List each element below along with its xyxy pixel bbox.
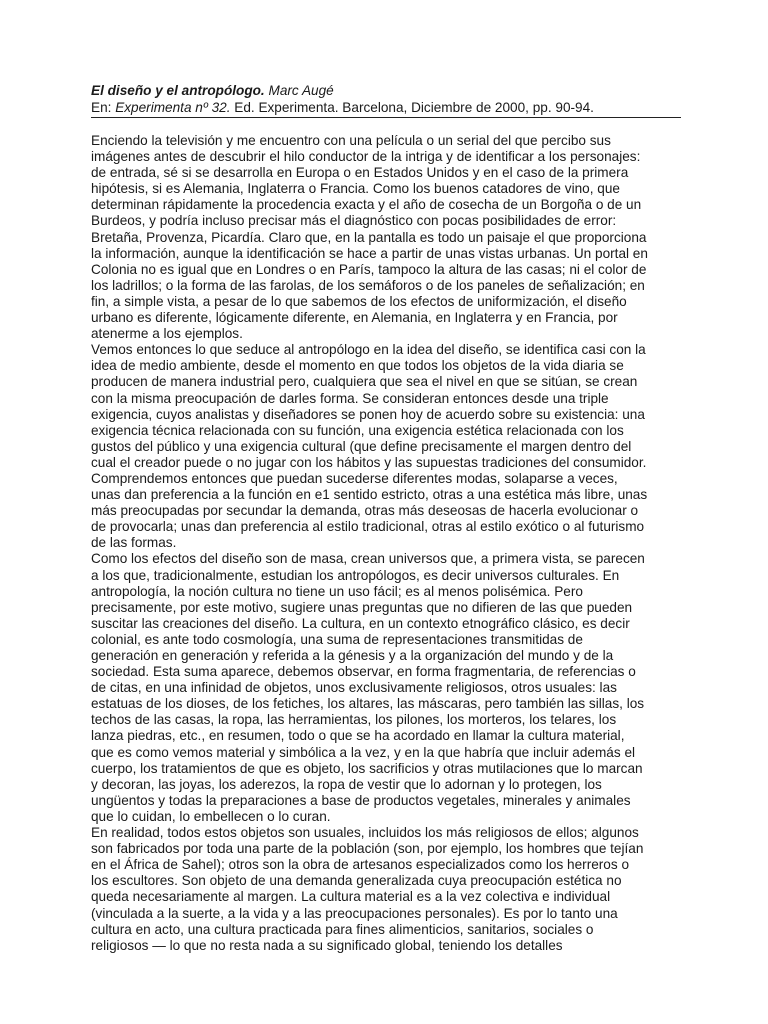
text-line: estatuas de los dioses, de los fetiches, los altares, las máscaras, pero también las sillas, los: [91, 696, 645, 712]
text-line: los escultores. Son objeto de una demanda generalizada cuya preocupación estética no: [91, 873, 622, 889]
text-line: Comprendemos entonces que puedan sucederse diferentes modas, solaparse a veces,: [91, 470, 618, 486]
paragraph: [91, 342, 681, 551]
text-line: urbano es diferente, lógicamente diferente, en Alemania, en Inglaterra y en Francia, por: [91, 310, 618, 326]
article-body: [91, 133, 681, 954]
paragraph: [91, 825, 681, 954]
citation-title-line: [91, 82, 681, 99]
text-line: gustos del público y una exigencia cultural (que define precisamente el margen dentro del: [91, 438, 632, 454]
source-prefix: En:: [91, 100, 112, 115]
text-line: antropología, la noción cultura no tiene un uso fácil; es al menos polisémica. Pero: [91, 583, 583, 599]
text-line: y decoran, las joyas, los aderezos, la ropa de vestir que lo adornan y lo protegen, los: [91, 776, 602, 792]
text-line: fin, a simple vista, a pesar de lo que sabemos de los efectos de uniformización, el diseño: [91, 293, 627, 309]
text-line: (vinculada a la suerte, a la vida y a las preocupaciones personales). Es por lo tanto una: [91, 905, 618, 921]
text-line: producen de manera industrial pero, cualquiera que sea el nivel en que se sitúan, se crean: [91, 374, 638, 390]
text-line: cultura en acto, una cultura practicada para fines alimenticios, sanitarios, sociales o: [91, 921, 594, 937]
text-line: suscitar las creaciones del diseño. La cultura, en un contexto etnográfico clásico, es decir: [91, 615, 630, 631]
text-line: sociedad. Esta suma aparece, debemos observar, en forma fragmentaria, de referencias o: [91, 664, 636, 680]
text-line: Como los efectos del diseño son de masa, crean universos que, a primera vista, se parecen: [91, 551, 645, 567]
text-line: unas dan preferencia a la función en e1 sentido estricto, otras a una estética más libre, unas: [91, 487, 648, 503]
text-line: Vemos entonces lo que seduce al antropólogo en la idea del diseño, se identifica casi con la: [91, 342, 646, 358]
text-line: que es como vemos material y simbólica a la vez, y en la que habría que incluir además el: [91, 744, 636, 760]
text-line: a los que, tradicionalmente, estudian los antropólogos, es decir universos culturales. En: [91, 567, 620, 583]
text-line: Bretaña, Provenza, Picardía. Claro que, en la pantalla es todo un paisaje el que proporciona: [91, 229, 647, 245]
source-publication: Experimenta nº 32.: [115, 100, 231, 115]
text-line: exigencia, cuyos analistas y diseñadores se ponen hoy de acuerdo sobre su existencia: una: [91, 406, 645, 422]
text-line: de las formas.: [91, 535, 177, 551]
text-line: En realidad, todos estos objetos son usuales, incluidos los más religiosos de ellos; algunos: [91, 825, 639, 841]
article-author: Marc Augé: [268, 83, 334, 98]
text-line: imágenes antes de descubrir el hilo conductor de la intriga y de identificar a los personajes:: [91, 149, 641, 165]
text-line: con la misma preocupación de darles forma. Se consideran entonces desde una triple: [91, 390, 609, 406]
text-line: Burdeos, y podría incluso precisar más el diagnóstico con pocas posibilidades de error:: [91, 213, 617, 229]
text-line: lanza piedras, etc., en resumen, todo o que se ha acordado en llamar la cultura material,: [91, 728, 625, 744]
text-line: que lo cuidan, lo embellecen o lo curan.: [91, 808, 331, 824]
paragraph: [91, 551, 681, 825]
text-line: idea de medio ambiente, desde el momento en que todos los objetos de la vida diaria se: [91, 358, 624, 374]
text-line: cual el creador puede o no jugar con los hábitos y las supuestas tradiciones del consumidor.: [91, 454, 647, 470]
text-line: religiosos — lo que no resta nada a su significado global, teniendo los detalles: [91, 937, 563, 953]
header-divider: [91, 117, 681, 118]
text-line: de citas, en una infinidad de objetos, unos exclusivamente religiosos, otros usuales: las: [91, 680, 617, 696]
text-line: colonial, es ante todo cosmología, una suma de representaciones transmitidas de: [91, 631, 583, 647]
text-line: atenerme a los ejemplos.: [91, 326, 243, 342]
text-line: precisamente, por este motivo, sugiere unas preguntas que no difieren de las que pueden: [91, 599, 633, 615]
text-line: de provocarla; unas dan preferencia al estilo tradicional, otras al estilo exótico o al futurismo: [91, 519, 645, 535]
text-line: son fabricados por toda una parte de la población (son, por ejemplo, los hombres que tejían: [91, 841, 644, 857]
text-line: queda necesariamente al margen. La cultura material es a la vez colectiva e individual: [91, 889, 611, 905]
text-line: en el África de Sahel); otros son la obra de artesanos especializados como los herreros o: [91, 857, 630, 873]
text-line: Enciendo la televisión y me encuentro con una película o un serial del que percibo sus: [91, 133, 611, 148]
text-line: exigencia técnica relacionada con su función, una exigencia estética relacionada con los: [91, 422, 624, 438]
text-line: determinan rápidamente la procedencia exacta y el año de cosecha de un Borgoña o de un: [91, 197, 642, 213]
source-details: Ed. Experimenta. Barcelona, Diciembre de 2000, pp. 90-94.: [234, 100, 594, 115]
article-title: El diseño y el antropólogo.: [91, 83, 265, 98]
text-line: hipótesis, si es Alemania, Inglaterra o Francia. Como los buenos catadores de vino, que: [91, 181, 620, 197]
text-line: de entrada, sé si se desarrolla en Europa o en Estados Unidos y en el caso de la primera: [91, 165, 629, 181]
text-line: ungüentos y todas la preparaciones a base de productos vegetales, minerales y animales: [91, 792, 631, 808]
document-page: [91, 82, 681, 954]
paragraph: [91, 133, 681, 342]
citation-header: [91, 82, 681, 116]
text-line: techos de las casas, la ropa, las herramientas, los pilones, los morteros, los telares, los: [91, 712, 617, 728]
text-line: más preocupadas por secundar la demanda, otras más deseosas de hacerla evolucionar o: [91, 503, 639, 519]
text-line: Colonia no es igual que en Londres o en París, tampoco la altura de las casas; ni el color de: [91, 261, 647, 277]
text-line: los ladrillos; o la forma de las farolas, de los semáforos o de los paneles de señalización; en: [91, 277, 645, 293]
text-line: cuerpo, los tratamientos de que es objeto, los sacrificios y otras mutilaciones que lo marcan: [91, 760, 643, 776]
text-line: la información, aunque la identificación se hace a partir de unas vistas urbanas. Un portal en: [91, 245, 648, 261]
citation-source-line: [91, 99, 681, 116]
text-line: generación en generación y referida a la génesis y a la organización del mundo y de la: [91, 648, 614, 663]
